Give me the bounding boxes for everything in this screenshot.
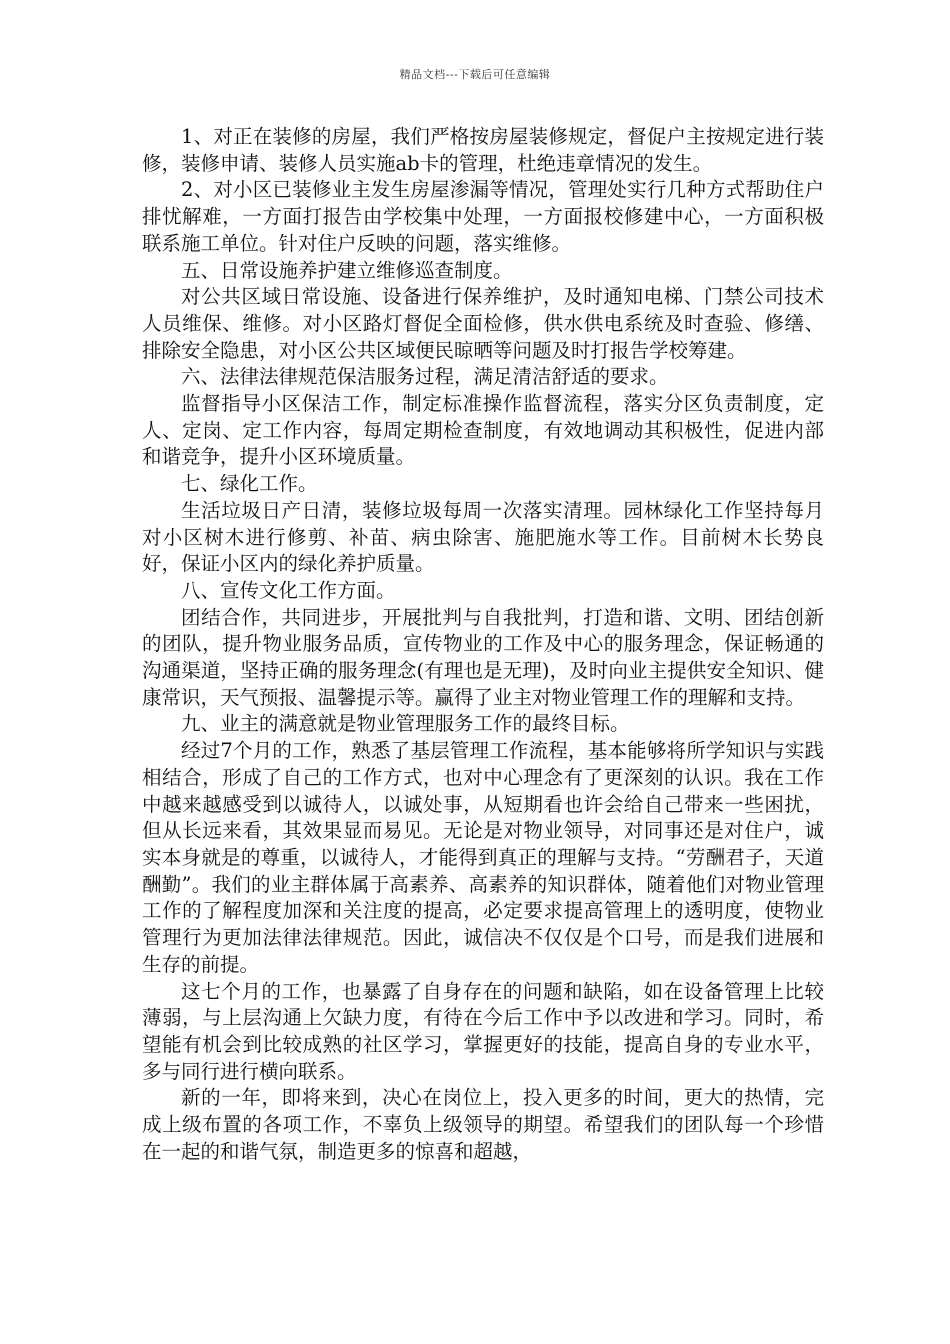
paragraph-9: 新的一年，即将来到，决心在岗位上，投入更多的时间，更大的热情，完成上级布置的各项工作，不辜负上级领导的期望。希望我们的团队每一个珍惜在一起的和谐气氛，制造更多的惊喜和超越， [142, 1086, 824, 1163]
paragraph-3: 对公共区域日常设施、设备进行保养维护，及时通知电梯、门禁公司技术人员维保、维修。对小区路灯督促全面检修，供水供电系统及时查验、修缮、排除安全隐患，对小区公共区域便民晾晒等问题及时打报告学校筹建。 [142, 285, 824, 362]
paragraph-7: 经过7个月的工作，熟悉了基层管理工作流程，基本能够将所学知识与实践相结合，形成了自己的工作方式，也对中心理念有了更深刻的认识。我在工作中越来越感受到以诚待人，以诚处事，从短期看也许会给自己带来一些困扰，但从长远来看，其效果显而易见。无论是对物业领导，对同事还是对住户，诚实本身就是的尊重，以诚待人，才能得到真正的理解与支持。“劳酬君子，天道酬勤”。我们的业主群体属于高素养、高素养的知识群体，随着他们对物业管理工作的了解程度加深和关注度的提高，必定要求提高管理上的透明度，使物业管理行为更加法律法律规范。因此，诚信决不仅仅是个口号，而是我们进展和生存的前提。 [142, 739, 824, 976]
paragraph-5: 生活垃圾日产日清，装修垃圾每周一次落实清理。园林绿化工作坚持每月对小区树木进行修剪、补苗、病虫除害、施肥施水等工作。目前树木长势良好，保证小区内的绿化养护质量。 [142, 498, 824, 576]
paragraph-2: 2、对小区已装修业主发生房屋渗漏等情况，管理处实行几种方式帮助住户排忧解难，一方面打报告由学校集中处理，一方面报校修建中心，一方面积极联系施工单位。针对住户反映的问题，落实维修。 [142, 178, 824, 255]
section-heading-9: 九、业主的满意就是物业管理服务工作的最终目标。 [181, 712, 630, 736]
paragraph-6: 团结合作，共同进步，开展批判与自我批判，打造和谐、文明、团结创新的团队，提升物业服务品质，宣传物业的工作及中心的服务理念，保证畅通的沟通渠道，坚持正确的服务理念(有理也是无理)，及时向业主提供安全知识、健康常识，天气预报、温馨提示等。赢得了业主对物业管理工作的理解和支持。 [142, 605, 824, 709]
document-body [142, 124, 824, 1165]
paragraph-4: 监督指导小区保洁工作，制定标准操作监督流程，落实分区负责制度，定人、定岗、定工作内容，每周定期检查制度，有效地调动其积极性，促进内部和谐竞争，提升小区环境质量。 [142, 392, 824, 469]
section-heading-6: 六、法律法律规范保洁服务过程，满足清洁舒适的要求。 [181, 365, 669, 389]
paragraph-8: 这七个月的工作，也暴露了自身存在的问题和缺陷，如在设备管理上比较薄弱，与上层沟通上欠缺力度，有待在今后工作中予以改进和学习。同时，希望能有机会到比较成熟的社区学习，掌握更好的技能，提高自身的专业水平，多与同行进行横向联系。 [142, 979, 824, 1083]
header-note: 精品文档---下载后可任意编辑 [399, 68, 551, 81]
section-heading-8: 八、宣传文化工作方面。 [181, 578, 396, 602]
paragraph-1: 1、对正在装修的房屋，我们严格按房屋装修规定，督促户主按规定进行装修，装修申请、装修人员实施ab卡的管理，杜绝违章情况的发生。 [142, 125, 824, 175]
section-heading-7: 七、绿化工作。 [181, 472, 318, 496]
section-heading-5: 五、日常设施养护建立维修巡查制度。 [181, 258, 513, 282]
